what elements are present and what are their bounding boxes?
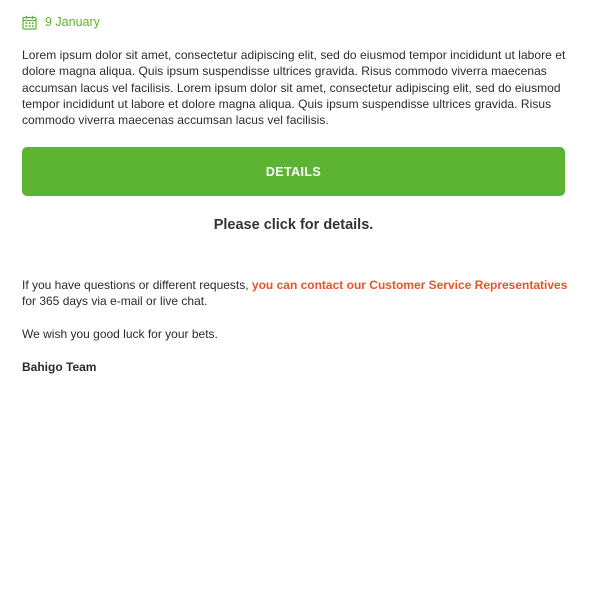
- contact-suffix: for 365 days via e-mail or live chat.: [22, 294, 208, 309]
- good-luck-text: We wish you good luck for your bets.: [22, 327, 218, 341]
- details-button[interactable]: DETAILS: [22, 147, 565, 196]
- click-note: Please click for details.: [213, 217, 374, 233]
- customer-service-link[interactable]: you can contact our Customer Service Representatives: [251, 278, 568, 292]
- contact-prefix: If you have questions or different requests,: [22, 278, 252, 292]
- date-row: [22, 13, 100, 31]
- promotion-body: Lorem ipsum dolor sit amet, consectetur adipiscing elit, sed do eiusmod tempor incididunt ut labore et dolore magna aliqua. Quis ipsum suspendisse ultrices gravida. Risus commodo viverra maecenas accumsan lacus vel facilisis. Lorem ipsum dolor sit amet, consectetur adipiscing elit, sed do eiusmod tempor incididunt ut labore et dolore magna aliqua. Quis ipsum suspendisse ultrices gravida. Risus commodo viverra maecenas accumsan lacus vel facilisis.: [22, 48, 566, 128]
- date-label: 9 January: [45, 15, 100, 29]
- signature: Bahigo Team: [22, 360, 97, 374]
- contact-paragraph: [22, 277, 572, 310]
- calendar-icon: [22, 15, 37, 30]
